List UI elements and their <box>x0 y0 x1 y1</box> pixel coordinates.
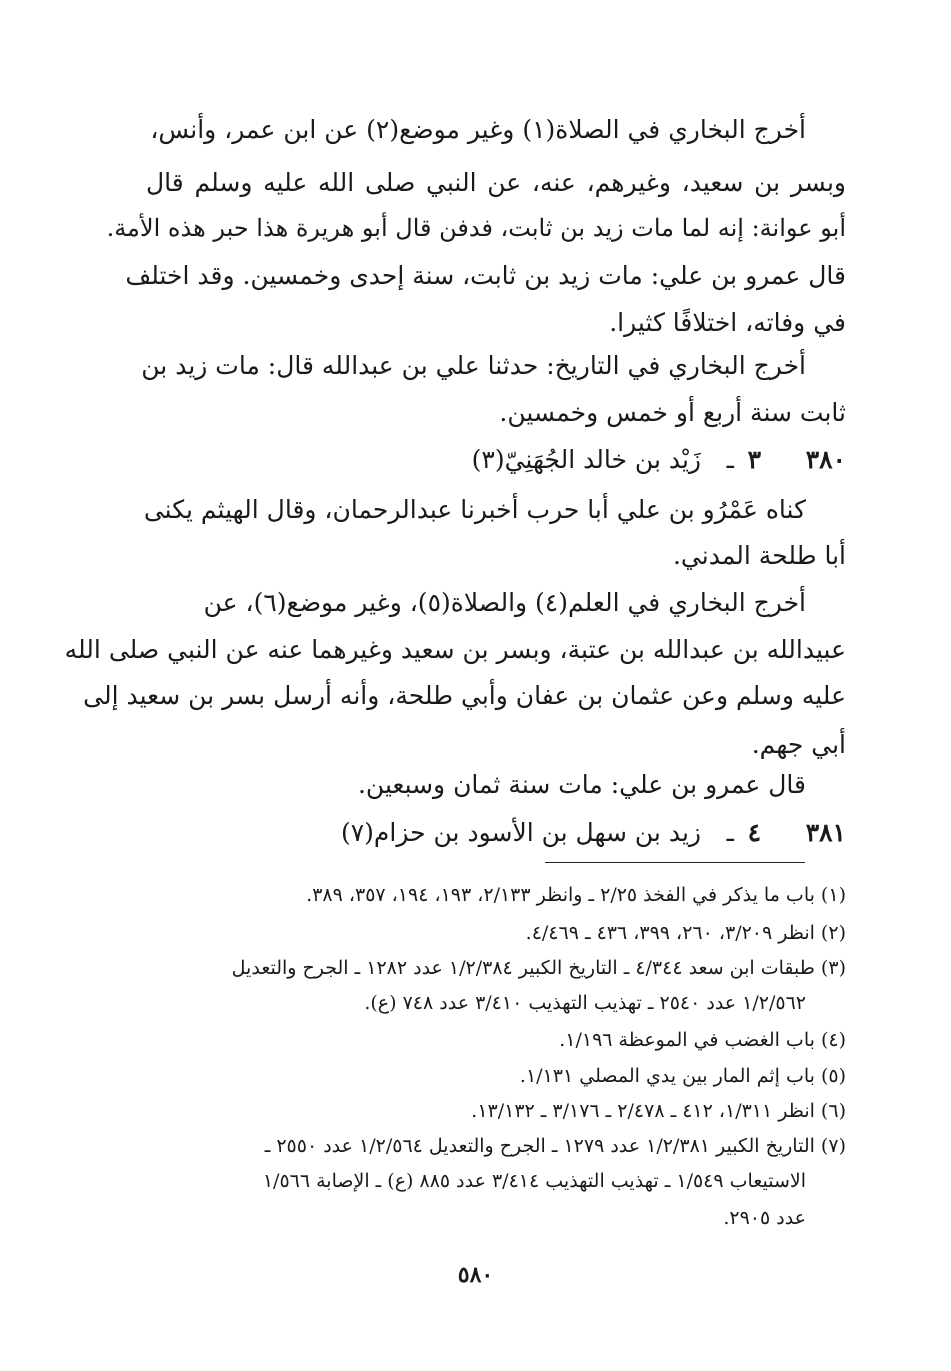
entry-dash: ـ <box>726 445 734 474</box>
footnote: (٥) باب إثم المار بين يدي المصلي ١/١٣١. <box>519 1065 846 1087</box>
biography-entry-380 <box>146 442 846 478</box>
body-line: وبسر بن سعيد، وغيرهم، عنه، عن النبي صلى الله عليه وسلم قال <box>146 168 846 197</box>
entry-number: ٣٨٠ <box>805 445 846 474</box>
entry-number: ٣٨١ <box>805 818 846 847</box>
body-line: أبو عوانة: إنه لما مات زيد بن ثابت، فدفن قال أبو هريرة هذا حبر هذه الأمة. <box>106 214 846 242</box>
entry-name: زيد بن سهل بن الأسود بن حزام(٧) <box>340 818 701 847</box>
footnote: (٤) باب الغضب في الموعظة ١/١٩٦. <box>559 1029 846 1051</box>
footnote-separator <box>545 862 805 863</box>
footnote-continuation: عدد ٢٩٠٥. <box>723 1207 806 1229</box>
body-line: قال عمرو بن علي: مات سنة ثمان وسبعين. <box>357 770 806 799</box>
body-line: كناه عَمْرُو بن علي أبا حرب أخبرنا عبدالرحمان، وقال الهيثم يكنى <box>143 495 806 524</box>
page-number: ٥٨٠ <box>457 1262 494 1288</box>
footnote: (٢) انظر ٣/٢٠٩، ٢٦٠، ٣٩٩، ٤٣٦ ـ ٤/٤٦٩. <box>525 922 846 944</box>
body-line: عبيدالله بن عبدالله بن عتبة، وبسر بن سعيد وغيرهما عنه عن النبي صلى الله <box>64 635 846 664</box>
entry-dash: ـ <box>726 818 734 847</box>
body-line: أخرج البخاري في التاريخ: حدثنا علي بن عبدالله قال: مات زيد بن <box>141 351 806 380</box>
body-line: أبا طلحة المدني. <box>672 541 846 570</box>
body-line: ثابت سنة أربع أو خمس وخمسين. <box>499 398 846 427</box>
footnote-continuation: ١/٢/٥٦٢ عدد ٢٥٤٠ ـ تهذيب التهذيب ٣/٤١٠ عدد ٧٤٨ (ع). <box>364 992 806 1014</box>
body-line: في وفاته، اختلافًا كثيرا. <box>609 308 846 337</box>
body-line: قال عمرو بن علي: مات زيد بن ثابت، سنة إحدى وخمسين. وقد اختلف <box>125 261 846 290</box>
body-line: أبي جهم. <box>751 730 846 759</box>
body-line: عليه وسلم وعن عثمان بن عفان وأبي طلحة، وأنه أرسل بسر بن سعيد إلى <box>83 681 846 710</box>
entry-sequence: ٤ <box>747 818 761 847</box>
footnote: (١) باب ما يذكر في الفخذ ٢/٢٥ ـ وانظر ٢/١٣٣، ١٩٣، ١٩٤، ٣٥٧، ٣٨٩. <box>306 884 846 906</box>
footnote: (٦) انظر ١/٣١١، ٤١٢ ـ ٢/٤٧٨ ـ ٣/١٧٦ ـ ١٣/١٣٢. <box>471 1100 846 1122</box>
footnote-continuation: الاستيعاب ١/٥٤٩ ـ تهذيب التهذيب ٣/٤١٤ عدد ٨٨٥ (ع) ـ الإصابة ١/٥٦٦ <box>262 1170 806 1192</box>
footnote: (٧) التاريخ الكبير ١/٢/٣٨١ عدد ١٢٧٩ ـ الجرح والتعديل ١/٢/٥٦٤ عدد ٢٥٥٠ ـ <box>264 1135 846 1157</box>
entry-name: زَيْد بن خالد الجُهَنِيّ(٣) <box>471 445 701 474</box>
body-line: أخرج البخاري في الصلاة(١) وغير موضع(٢) عن ابن عمر، وأنس، <box>150 115 806 144</box>
body-line: أخرج البخاري في العلم(٤) والصلاة(٥)، وغير موضع(٦)، عن <box>203 588 806 617</box>
entry-sequence: ٣ <box>747 445 761 474</box>
biography-entry-381 <box>146 815 846 851</box>
footnote: (٣) طبقات ابن سعد ٤/٣٤٤ ـ التاريخ الكبير ١/٢/٣٨٤ عدد ١٢٨٢ ـ الجرح والتعديل <box>231 957 846 979</box>
